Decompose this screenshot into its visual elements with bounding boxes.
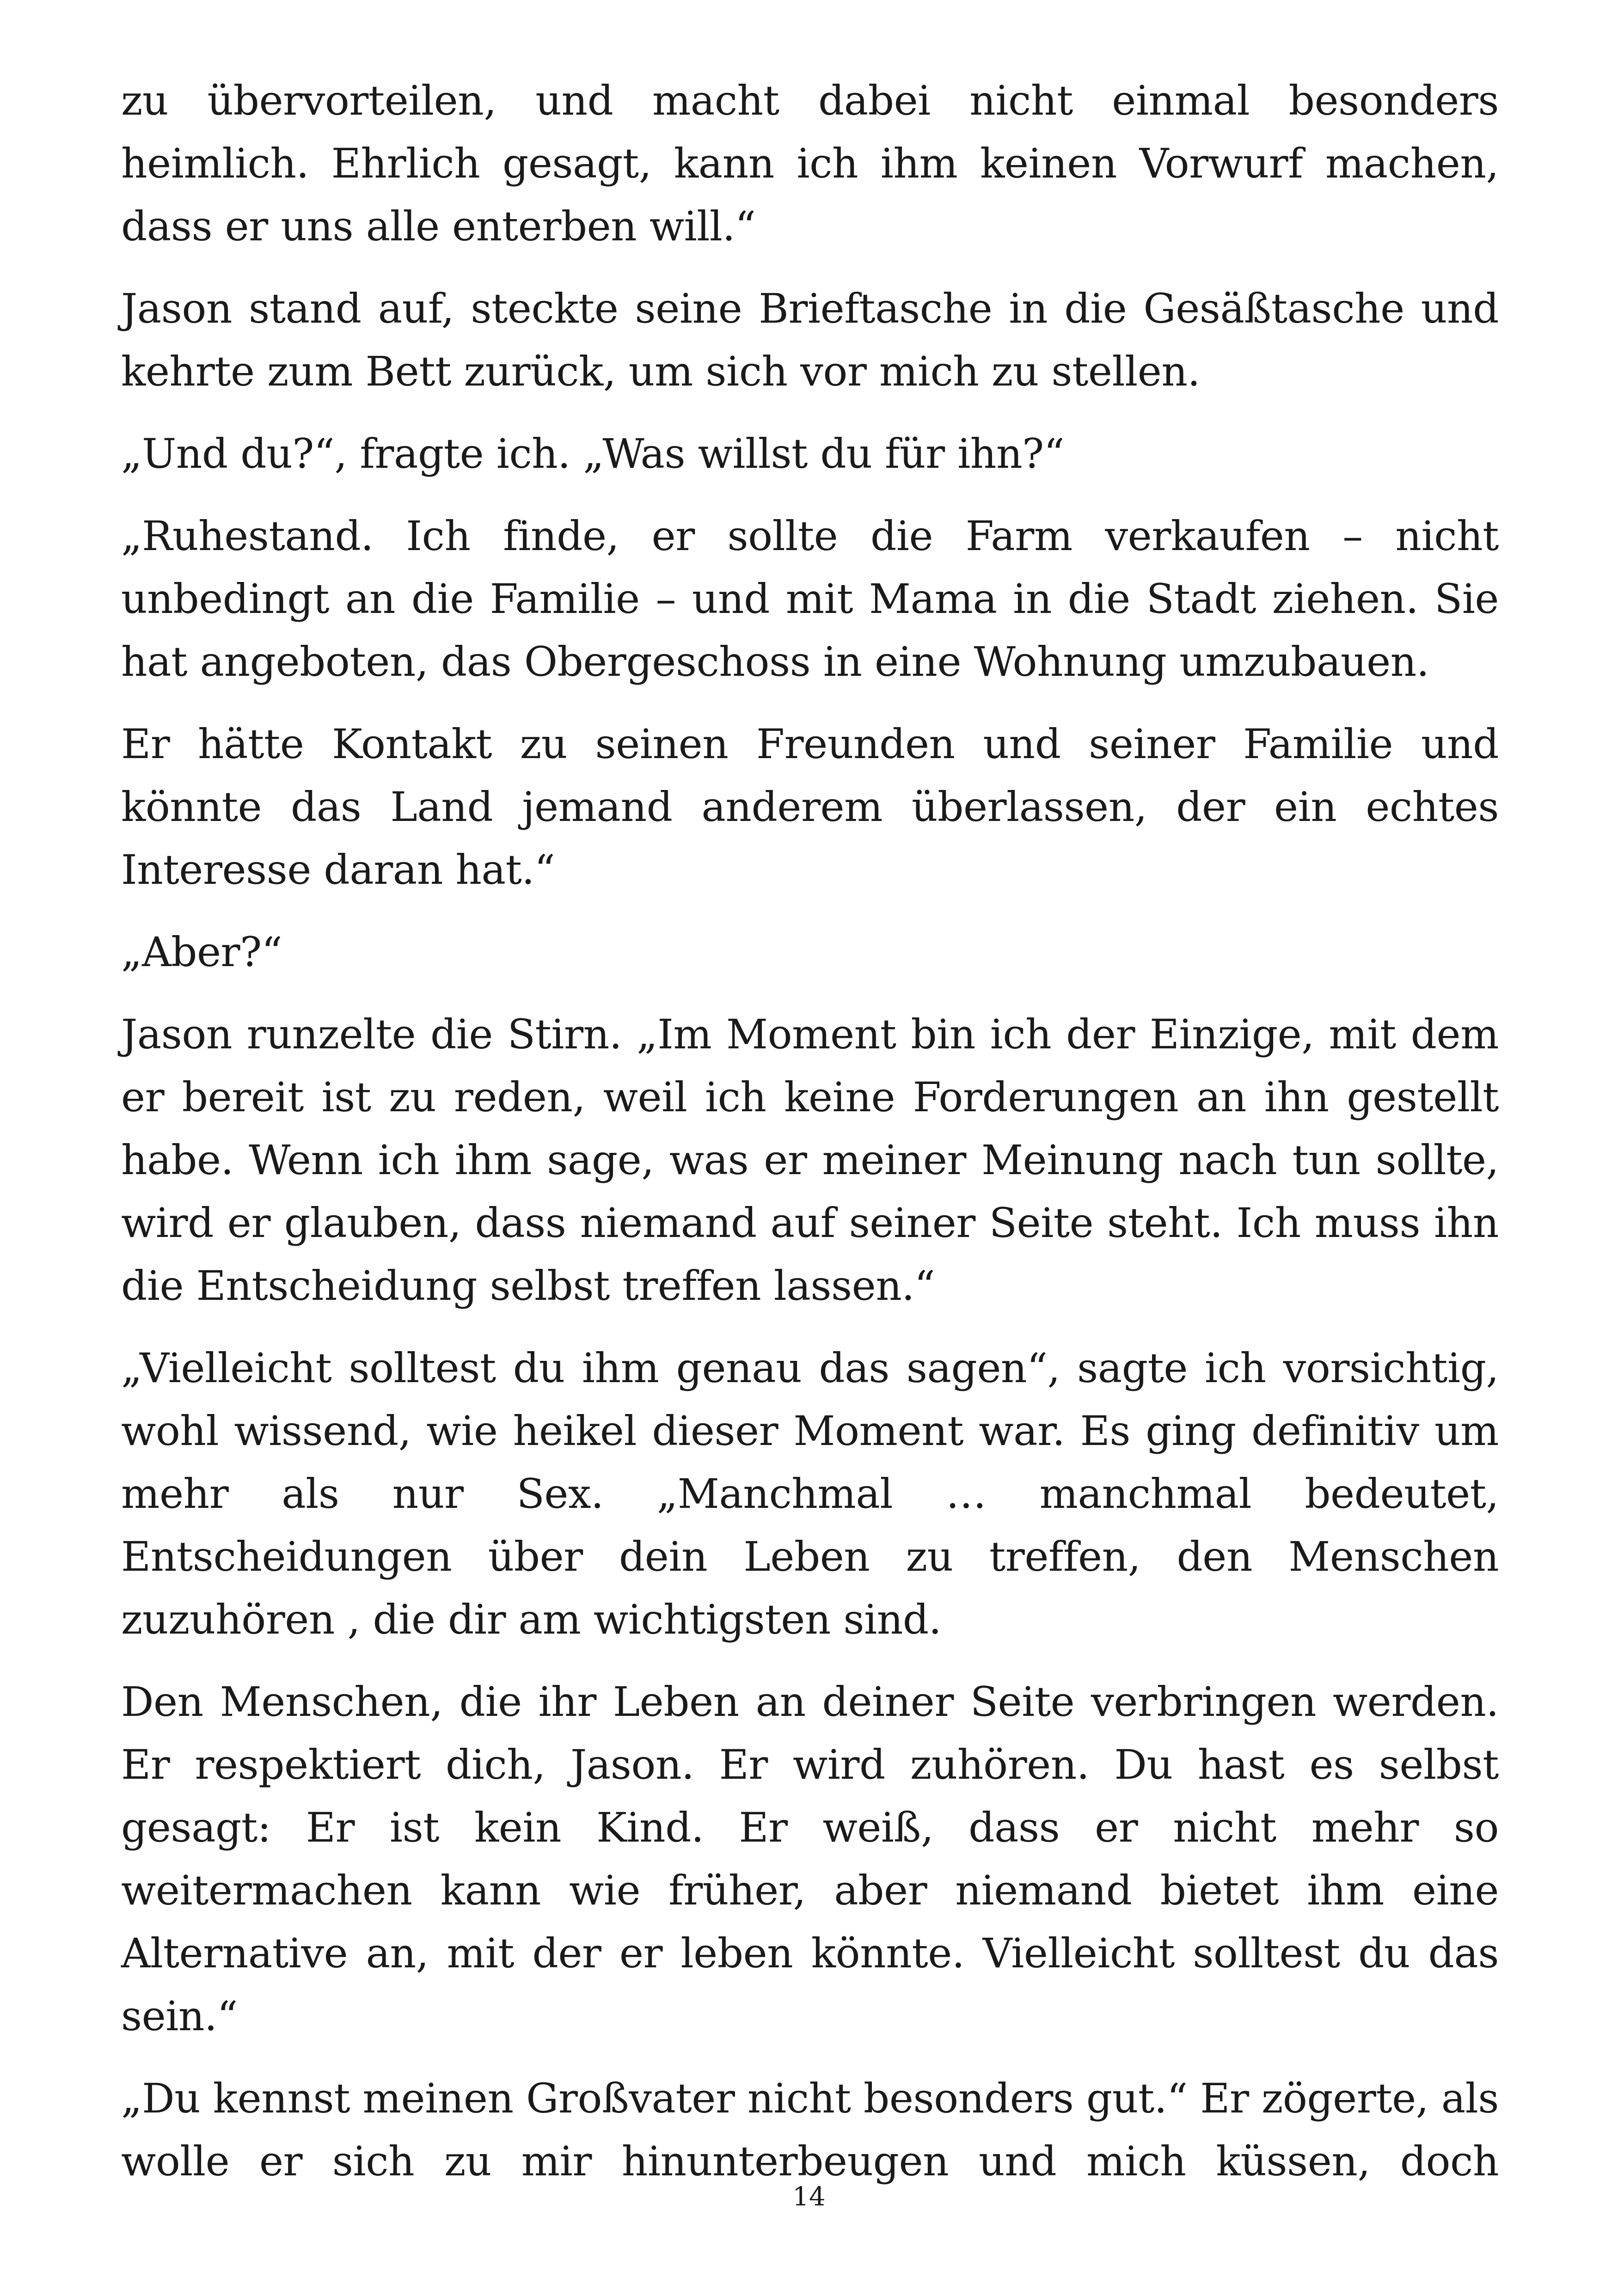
paragraph-8: „Vielleicht solltest du ihm genau das sagen“, sagte ich vorsichtig, wohl wissend, wie heikel dieser Moment war. Es ging definitiv um mehr als nur Sex. „Manchmal … manchmal bedeutet, Entscheidungen über dein Leben zu treffen, den Menschen zuzuhören , die dir am wichtigsten sind. xyxy=(121,1344,1499,1643)
paragraph-5: Er hätte Kontakt zu seinen Freunden und seiner Familie und könnte das Land jemand anderem überlassen, der ein echtes Interesse daran hat.“ xyxy=(121,720,1499,894)
page-number: 14 xyxy=(792,2182,826,2212)
paragraph-4: „Ruhestand. Ich finde, er sollte die Farm verkaufen – nicht unbedingt an die Familie – und mit Mama in die Stadt ziehen. Sie hat angeboten, das Obergeschoss in eine Wohnung umzubauen. xyxy=(121,512,1499,686)
text-body xyxy=(121,69,1499,2212)
paragraph-2: Jason stand auf, steckte seine Brieftasche in die Gesäßtasche und kehrte zum Bett zurück, um sich vor mich zu stellen. xyxy=(121,285,1499,395)
paragraph-3: „Und du?“, fragte ich. „Was willst du für ihn?“ xyxy=(121,430,1065,478)
paragraph-1: zu übervorteilen, und macht dabei nicht einmal besonders heimlich. Ehrlich gesagt, kann ich ihm keinen Vorwurf machen, dass er uns alle enterben will.“ xyxy=(121,77,1499,250)
paragraph-7: Jason runzelte die Stirn. „Im Moment bin ich der Einzige, mit dem er bereit ist zu reden, weil ich keine Forderungen an ihn gestellt habe. Wenn ich ihm sage, was er meiner Meinung nach tun sollte, wird er glauben, dass niemand auf seiner Seite steht. Ich muss ihn die Entscheidung selbst treffen lassen.“ xyxy=(121,1010,1499,1310)
paragraph-6: „Aber?“ xyxy=(121,928,282,976)
paragraph-9: Den Menschen, die ihr Leben an deiner Seite verbringen werden. Er respektiert dich, Jason. Er wird zuhören. Du hast es selbst gesagt: Er ist kein Kind. Er weiß, dass er nicht mehr so weitermachen kann wie früher, aber niemand bietet ihm eine Alternative an, mit der er leben könnte. Vielleicht solltest du das sein.“ xyxy=(121,1678,1499,2040)
paragraph-10: „Du kennst meinen Großvater nicht besonders gut.“ Er zögerte, als wolle er sich zu mir hinunterbeugen und mich küssen, doch xyxy=(121,2075,1499,2185)
